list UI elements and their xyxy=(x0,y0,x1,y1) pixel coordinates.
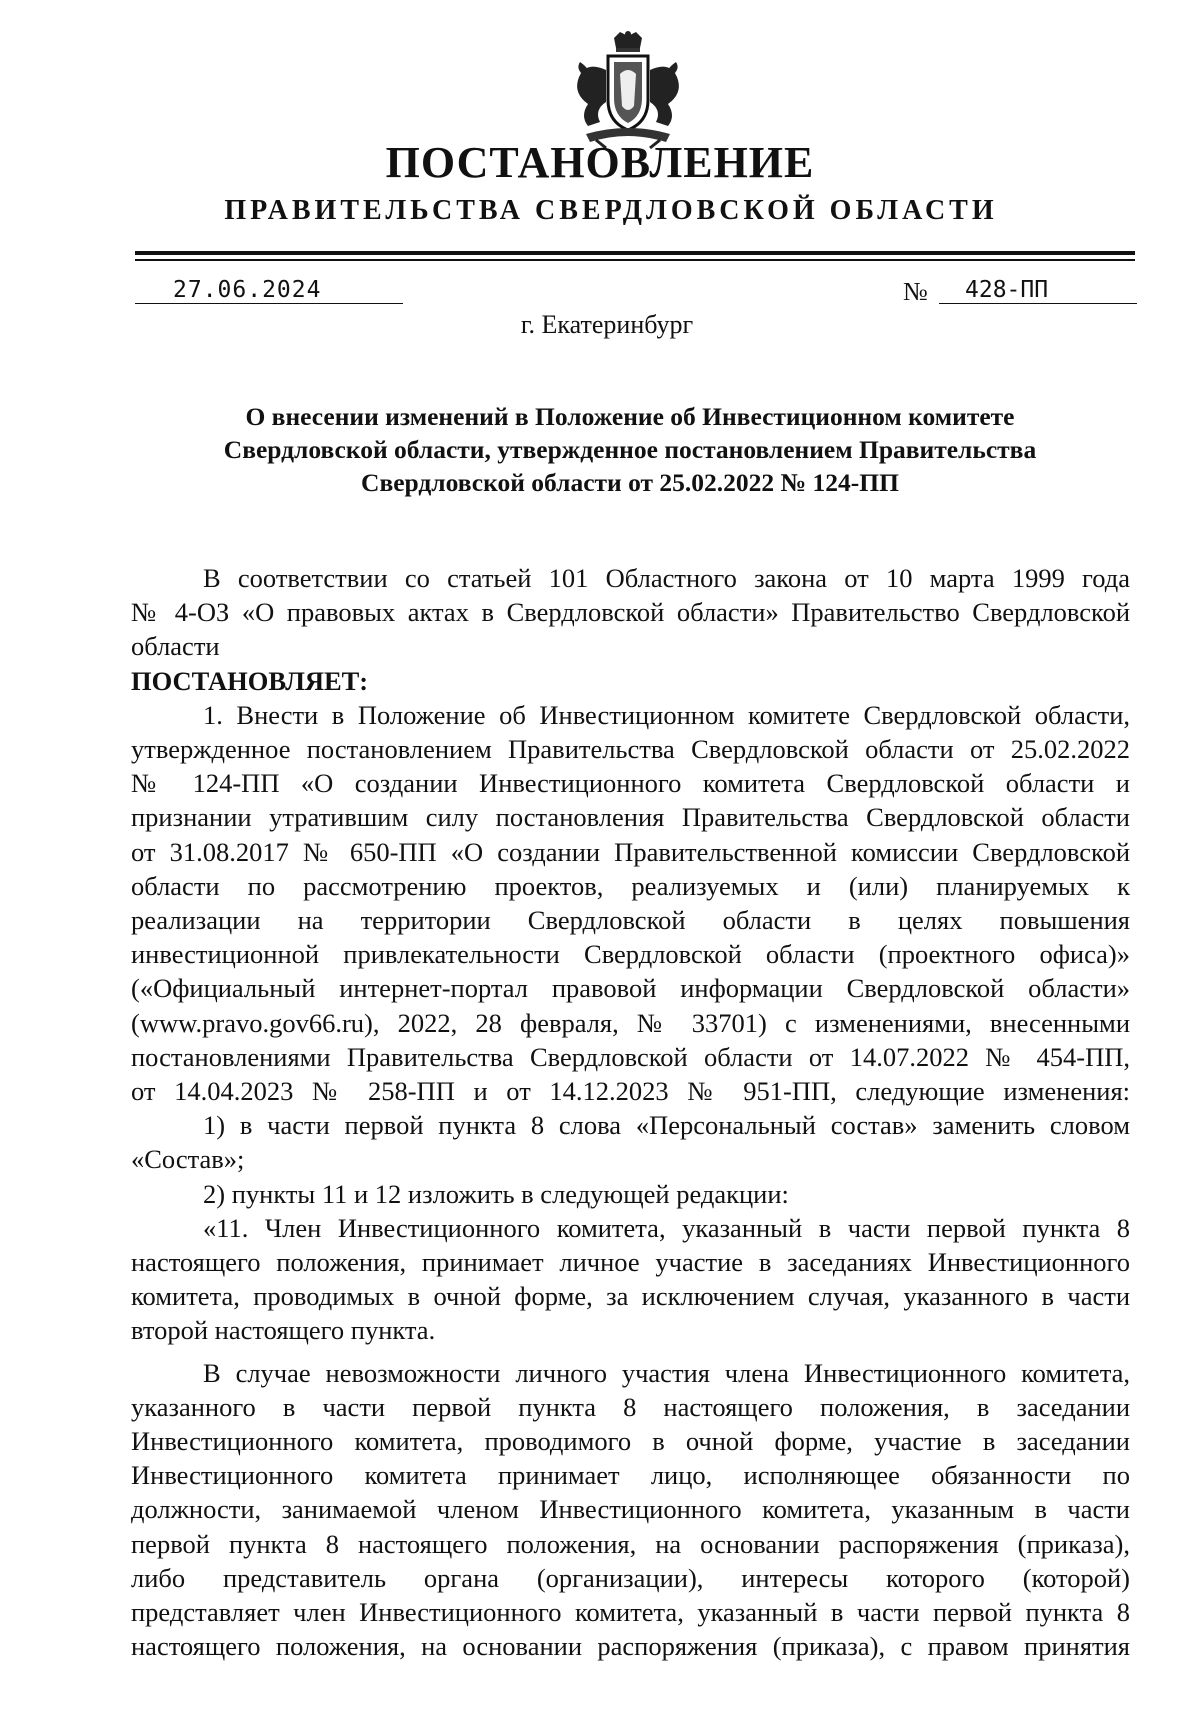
body-line: В соответствии со статьей 101 Областного закона от 10 марта 1999 года xyxy=(203,563,1130,593)
body-line: признании утратившим силу постановления Правительства Свердловской области xyxy=(131,802,1130,833)
body-line: Инвестиционного комитета принимает лицо, исполняющее обязанности по xyxy=(131,1460,1130,1491)
body-line: 2) пункты 11 и 12 изложить в следующей редакции: xyxy=(203,1178,789,1209)
body-line: утвержденное постановлением Правительства Свердловской области от 25.02.2022 xyxy=(131,734,1130,765)
body-line: первой пункта 8 настоящего положения, на основании распоряжения (приказа), xyxy=(131,1528,1130,1559)
body-line: № 124-ПП «О создании Инвестиционного комитета Свердловской области и xyxy=(131,768,1130,799)
heading-line: Свердловской области, утвержденное постановлением Правительства xyxy=(223,435,1037,464)
document-number-label: № xyxy=(903,277,928,306)
document-subtitle: ПРАВИТЕЛЬСТВА СВЕРДЛОВСКОЙ ОБЛАСТИ xyxy=(224,195,998,226)
body-line: «Состав»; xyxy=(131,1144,245,1175)
body-line: второй настоящего пункта. xyxy=(131,1315,436,1346)
heading-line: Свердловской области от 25.02.2022 № 124-ПП xyxy=(361,468,899,497)
body-line: № 4-ОЗ «О правовых актах в Свердловской области» Правительство Свердловской xyxy=(131,597,1130,628)
body-line: 1. Внести в Положение об Инвестиционном комитете Свердловской области, xyxy=(203,699,1130,730)
heading-line: О внесении изменений в Положение об Инвестиционном комитете xyxy=(245,402,1015,431)
body-line: В случае невозможности личного участия члена Инвестиционного комитета, xyxy=(203,1357,1130,1388)
document-date: 27.06.2024 xyxy=(135,276,403,304)
body-line: инвестиционной привлекательности Свердловской области (проектного офиса)» xyxy=(131,939,1130,970)
document-number: 428-ПП xyxy=(939,276,1137,304)
body-line: комитета, проводимых в очной форме, за исключением случая, указанного в части xyxy=(131,1281,1130,1312)
body-line: представляет член Инвестиционного комитета, указанный в части первой пункта 8 xyxy=(131,1597,1130,1628)
body-line: настоящего положения, на основании распоряжения (приказа), с правом принятия xyxy=(131,1631,1130,1662)
body-line: «11. Член Инвестиционного комитета, указанный в части первой пункта 8 xyxy=(203,1212,1130,1243)
body-line: области по рассмотрению проектов, реализуемых и (или) планируемых к xyxy=(131,870,1130,901)
body-line: указанного в части первой пункта 8 настоящего положения, в заседании xyxy=(131,1391,1130,1422)
body-line: («Официальный интернет-портал правовой информации Свердловской области» xyxy=(131,973,1130,1004)
coat-of-arms-icon xyxy=(566,30,690,150)
document-body xyxy=(131,561,1130,1664)
document-heading xyxy=(150,400,1110,499)
body-line: настоящего положения, принимает личное участие в заседаниях Инвестиционного xyxy=(131,1247,1130,1278)
body-line: (www.pravo.gov66.ru), 2022, 28 февраля, № 33701) с изменениями, внесенными xyxy=(131,1007,1130,1038)
body-line: либо представитель органа (организации), интересы которого (которой) xyxy=(131,1562,1130,1593)
header-divider-thin xyxy=(135,259,1135,261)
document-title: ПОСТАНОВЛЕНИЕ xyxy=(385,138,815,187)
body-line: 1) в части первой пункта 8 слова «Персональный состав» заменить словом xyxy=(203,1110,1130,1141)
resolves-heading: ПОСТАНОВЛЯЕТ: xyxy=(131,665,369,696)
body-line: области xyxy=(131,631,220,662)
body-line: Инвестиционного комитета, проводимого в очной форме, участие в заседании xyxy=(131,1426,1130,1457)
body-line: от 14.04.2023 № 258-ПП и от 14.12.2023 № 951-ПП, следующие изменения: xyxy=(131,1076,1130,1107)
body-line: реализации на территории Свердловской области в целях повышения xyxy=(131,905,1130,936)
body-line: постановлениями Правительства Свердловской области от 14.07.2022 № 454-ПП, xyxy=(131,1041,1130,1072)
header-divider-thick xyxy=(135,251,1135,255)
document-city: г. Екатеринбург xyxy=(520,310,694,339)
body-line: должности, занимаемой членом Инвестиционного комитета, указанным в части xyxy=(131,1494,1130,1525)
body-line: от 31.08.2017 № 650-ПП «О создании Правительственной комиссии Свердловской xyxy=(131,836,1130,867)
